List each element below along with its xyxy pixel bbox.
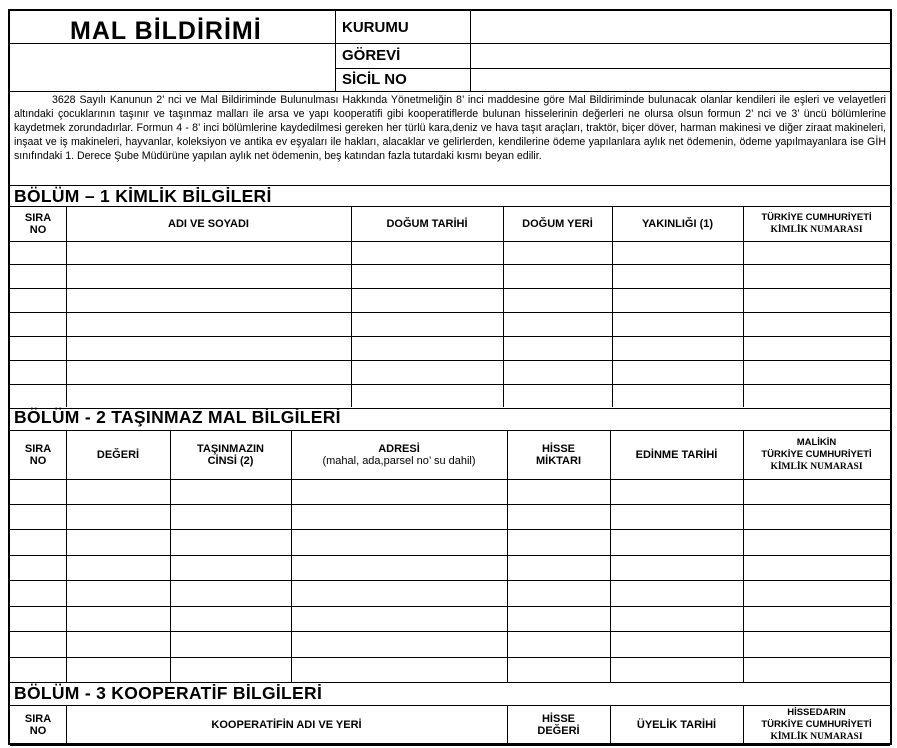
s1-row[interactable]	[10, 385, 890, 409]
section2-title: BÖLÜM - 2 TAŞINMAZ MAL BİLGİLERİ	[14, 407, 341, 427]
intro-paragraph: 3628 Sayılı Kanunun 2’ nci ve Mal Bildiriminde Bulunulması Hakkında Yönetmeliğin 8’ inci maddesine göre Mal Bildiriminde bulunacak olanlar kendileri ile eşleri ve velayetleri altındaki çocuklarının taşınır ve taşınmaz malları ile arsa ve yapı kooperatifi gibi kooperatiflerde bulunan hisselerinin değerleri ne olursa olsun formun 2’ nci ve 3’ üncü bölümlerine kaydetmek zorundadırlar. Formun 4 - 8’ inci bölümlerine kaydedilmesi gereken her türlü kara,deniz ve hava taşıt araçları, traktör, biçer döver, harman makinesi ve diğer ziraat makineleri, inşaat ve iş makineleri, hayvanlar, koleksiyon ve antika ev eşyaları ile hakları, alacaklar ve gelirlerden, kendilerine ödeme yapılanlara aylık net ödemenin, ödeme yapılmayanlara ise GİH sınıfındaki 1. Derece Şube Müdürüne yapılan aylık net ödemenin, beş katından fazla tutardaki kısmı beyan edilir.	[14, 94, 886, 162]
s2-header-owner-tc: MALİKİN TÜRKİYE CUMHURİYETİ KİMLİK NUMARASI	[761, 437, 872, 472]
registry-no-label: SİCİL NO	[342, 71, 407, 88]
form-title: MAL BİLDİRİMİ	[70, 17, 262, 45]
s2-header-address: ADRESİ (mahal, ada,parsel no’ su dahil)	[322, 443, 476, 467]
s1-header-relation: YAKINLIĞI (1)	[641, 218, 714, 230]
s1-row[interactable]	[10, 241, 890, 265]
registry-no-field[interactable]	[470, 68, 890, 91]
s3-header-holder-tc: HİSSEDARIN TÜRKİYE CUMHURİYETİ KİMLİK NUMARASI	[761, 707, 872, 742]
institution-field[interactable]	[470, 11, 890, 43]
position-field[interactable]	[470, 43, 890, 68]
position-label: GÖREVİ	[342, 47, 401, 64]
section1-title: BÖLÜM – 1 KİMLİK BİLGİLERİ	[14, 186, 272, 206]
s1-row[interactable]	[10, 361, 890, 385]
s3-header-membership: ÜYELİK TARİHİ	[636, 719, 717, 731]
s3-header-sira: SIRA NO	[24, 713, 52, 737]
s3-header-share: HİSSE DEĞERİ	[537, 713, 580, 737]
s2-header-share: HİSSE MİKTARI	[535, 443, 581, 467]
s3-col-divider	[610, 706, 611, 745]
s3-header-line	[10, 745, 890, 746]
s1-header-pob: DOĞUM YERİ	[522, 218, 593, 230]
s2-row[interactable]	[10, 505, 890, 531]
declaration-form	[8, 9, 892, 745]
s1-row[interactable]	[10, 289, 890, 313]
s1-header-sira: SIRA NO	[24, 212, 52, 236]
s2-row[interactable]	[10, 607, 890, 633]
s2-header-acquisition: EDİNME TARİHİ	[635, 449, 718, 461]
s3-col-divider	[66, 706, 67, 745]
s3-header-coop: KOOPERATİFİN ADI VE YERİ	[211, 719, 362, 731]
section3-title: BÖLÜM - 3 KOOPERATİF BİLGİLERİ	[14, 683, 323, 703]
s2-row[interactable]	[10, 479, 890, 505]
s3-col-divider	[743, 706, 744, 745]
institution-label: KURUMU	[342, 19, 409, 36]
s1-header-tc: TÜRKİYE CUMHURİYETİ KİMLİK NUMARASI	[761, 212, 872, 235]
s2-row[interactable]	[10, 556, 890, 582]
s1-row[interactable]	[10, 265, 890, 289]
s1-row[interactable]	[10, 313, 890, 337]
s2-row[interactable]	[10, 530, 890, 556]
s2-row[interactable]	[10, 658, 890, 684]
s1-header-dob: DOĞUM TARİHİ	[386, 218, 468, 230]
s2-header-type: TAŞINMAZIN CİNSİ (2)	[196, 443, 264, 467]
s1-header-name: ADI VE SOYADI	[168, 218, 249, 230]
s1-row[interactable]	[10, 337, 890, 361]
s2-row[interactable]	[10, 632, 890, 658]
s2-header-value: DEĞERİ	[96, 449, 140, 461]
s2-header-sira: SIRA NO	[24, 443, 52, 467]
s2-row[interactable]	[10, 581, 890, 607]
s3-col-divider	[507, 706, 508, 745]
